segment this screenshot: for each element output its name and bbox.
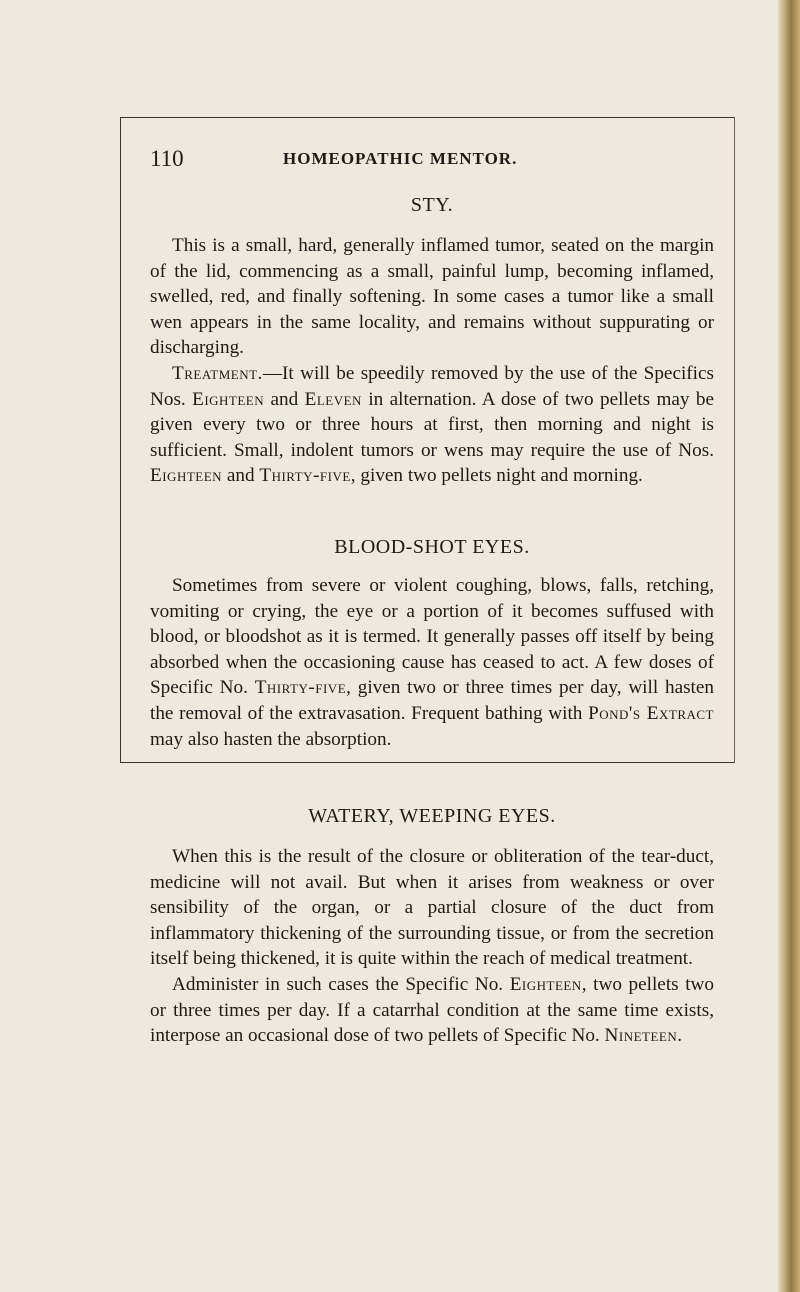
frame-top-rule	[120, 117, 734, 118]
section-body-sty	[150, 233, 714, 489]
specific-name: Thirty-five	[259, 465, 351, 487]
section-heading-blood-shot-eyes: BLOOD-SHOT EYES.	[334, 536, 530, 558]
specific-name: Eighteen	[192, 388, 265, 410]
frame-right-rule	[734, 117, 735, 763]
paragraph-sty-treatment: Treatment.—It will be speedily removed by the use of the Specifics Nos. Eighteen and Eleven in alternation. A dose of two pellets may be given every two or three hours at first, then morning and night is sufficient. Small, indolent tumors or wens may require the use of Nos. Eighteen and Thirty-five, given two pellets night and morning.	[150, 362, 714, 487]
section-heading-sty: STY.	[410, 194, 454, 216]
frame-bottom-rule	[120, 762, 734, 763]
paragraph-watery-eyes-treatment: Administer in such cases the Specific No. Eighteen, two pellets two or three times per day. If a catarrhal condition at the same time exists, interpose an occasional dose of two pellets of Specific No. Nineteen.	[150, 973, 715, 1047]
page-number: 110	[150, 146, 184, 171]
book-spine-edge	[778, 0, 800, 1292]
remedy-name: Pond's Extract	[588, 702, 714, 724]
paragraph-blood-shot-eyes: Sometimes from severe or violent coughing, blows, falls, retching, vomiting or crying, the eye or a portion of it becomes suffused with blood, or bloodshot as it is termed. It generally passes off itself by being absorbed when the occasioning cause has ceased to act. A few doses of Specific No. Thirty-five, given two or three times per day, will hasten the removal of the extravasation. Frequent bathing with Pond's Extract may also hasten the absorption.	[150, 575, 714, 750]
running-title: HOMEOPATHIC MENTOR.	[283, 149, 518, 168]
section-body-blood-shot-eyes	[150, 573, 714, 752]
specific-name: Eighteen	[150, 465, 223, 487]
treatment-label: Treatment.	[172, 362, 263, 384]
specific-name: Thirty-five	[254, 677, 347, 699]
paragraph-watery-eyes-cause: When this is the result of the closure or obliteration of the tear-duct, medicine will not avail. But when it arises from weakness or over sensibility of the organ, or a partial closure of the duct from inflammatory thickening of the surrounding tissue, or from the secretion itself being thickened, it is quite within the reach of medical treatment.	[150, 846, 714, 970]
frame-left-rule	[120, 117, 121, 763]
specific-name: Eighteen	[509, 973, 582, 995]
paragraph-sty-description: This is a small, hard, generally inflamed tumor, seated on the margin of the lid, commencing as a small, painful lump, becoming inflamed, swelled, red, and finally softening. In some cases a tumor like a small wen appears in the same locality, and remains without suppurating or discharging.	[150, 235, 714, 359]
specific-name: Nineteen	[604, 1025, 678, 1047]
specific-name: Eleven	[304, 388, 362, 410]
section-heading-watery-weeping-eyes: WATERY, WEEPING EYES.	[308, 805, 556, 827]
section-body-watery-weeping-eyes	[150, 844, 714, 1049]
